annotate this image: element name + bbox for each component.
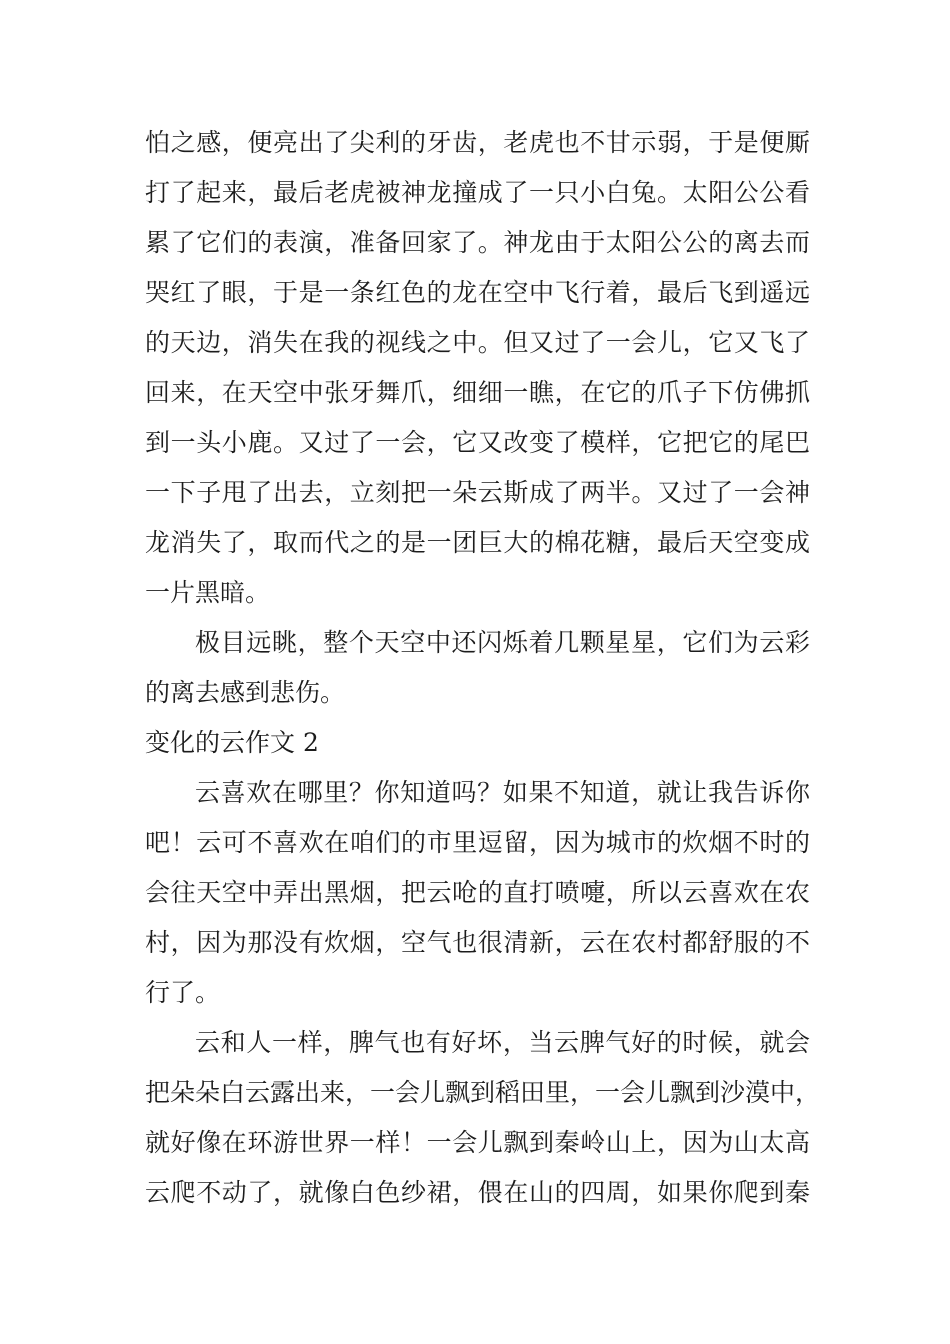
paragraph-line: 就好像在环游世界一样！一会儿飘到秦岭山上，因为山太高	[145, 1128, 810, 1157]
paragraph-line: 一下子甩了出去，立刻把一朵云斯成了两半。又过了一会神	[145, 478, 810, 507]
document-body	[145, 118, 821, 1218]
paragraph-line: 回来，在天空中张牙舞爪，细细一瞧，在它的爪子下仿佛抓	[145, 378, 810, 407]
paragraph-line: 一片黑暗。	[145, 578, 271, 607]
paragraph-line: 会往天空中弄出黑烟，把云呛的直打喷嚏，所以云喜欢在农	[145, 878, 810, 907]
paragraph-line: 哭红了眼，于是一条红色的龙在空中飞行着，最后飞到遥远	[145, 278, 810, 307]
paragraph-line: 把朵朵白云露出来，一会儿飘到稻田里，一会儿飘到沙漠中，	[145, 1078, 821, 1107]
paragraph-line: 村，因为那没有炊烟，空气也很清新，云在农村都舒服的不	[145, 928, 810, 957]
paragraph-line: 的天边，消失在我的视线之中。但又过了一会儿，它又飞了	[145, 328, 810, 357]
paragraph-line: 怕之感，便亮出了尖利的牙齿，老虎也不甘示弱，于是便厮	[145, 128, 810, 157]
paragraph-line: 吧！云可不喜欢在咱们的市里逗留，因为城市的炊烟不时的	[145, 828, 810, 857]
paragraph-line: 到一头小鹿。又过了一会，它又改变了模样，它把它的尾巴	[145, 428, 810, 457]
paragraph-line: 行了。	[145, 978, 221, 1007]
paragraph-line: 的离去感到悲伤。	[145, 678, 346, 707]
paragraph-line: 龙消失了，取而代之的是一团巨大的棉花糖，最后天空变成	[145, 528, 810, 557]
paragraph-line: 累了它们的表演，准备回家了。神龙由于太阳公公的离去而	[145, 228, 810, 257]
paragraph-line: 云爬不动了，就像白色纱裙，偎在山的四周，如果你爬到秦	[145, 1178, 810, 1207]
section-heading: 变化的云作文 2	[145, 728, 319, 757]
paragraph-line: 云喜欢在哪里？你知道吗？如果不知道，就让我告诉你	[195, 778, 810, 807]
paragraph-line: 云和人一样，脾气也有好坏，当云脾气好的时候，就会	[195, 1028, 810, 1057]
paragraph-line: 极目远眺，整个天空中还闪烁着几颗星星，它们为云彩	[195, 628, 810, 657]
paragraph-line: 打了起来，最后老虎被神龙撞成了一只小白兔。太阳公公看	[145, 178, 810, 207]
